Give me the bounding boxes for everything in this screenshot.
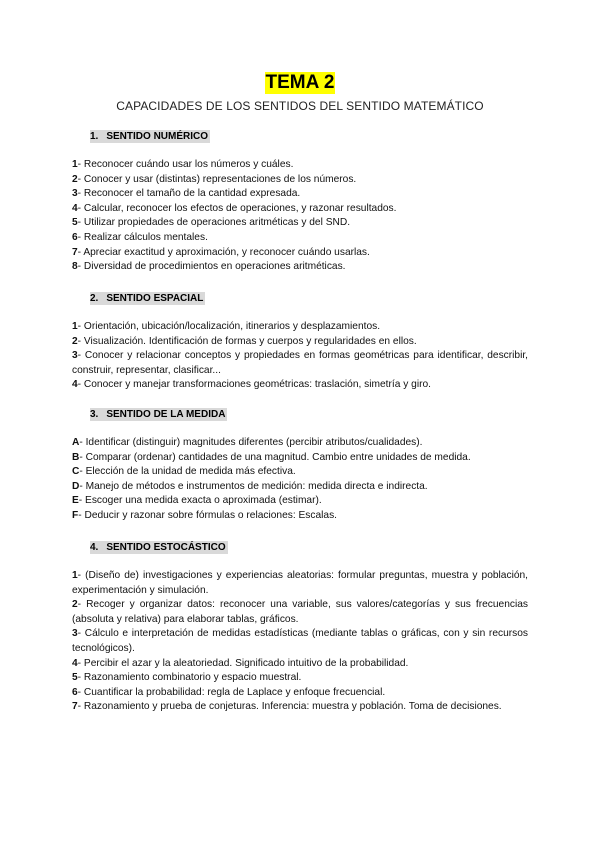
section-number: 2. xyxy=(90,293,99,304)
section-sentido-espacial xyxy=(72,292,528,393)
page-title: TEMA 2 xyxy=(265,72,335,93)
title-block xyxy=(0,72,600,94)
list-item xyxy=(72,700,528,715)
item-text: - Conocer y usar (distintas) representaciones de los números. xyxy=(77,173,357,185)
list-item xyxy=(72,173,528,188)
section-heading xyxy=(90,541,528,555)
item-key: 5 xyxy=(72,672,78,684)
section-title: SENTIDO DE LA MEDIDA xyxy=(106,409,226,420)
item-text: - Elección de la unidad de medida más efectiva. xyxy=(79,466,296,478)
item-key: 6 xyxy=(72,231,78,243)
item-key: 2 xyxy=(72,173,78,185)
item-text: - Cálculo e interpretación de medidas estadísticas (mediante tablas o gráficas, con y sin recursos tecnológicos). xyxy=(72,628,528,654)
item-text: - Visualización. Identificación de formas y cuerpos y regularidades en ellos. xyxy=(77,335,417,347)
section-title: SENTIDO ESTOCÁSTICO xyxy=(106,542,226,553)
item-list xyxy=(72,436,528,524)
item-text: - Apreciar exactitud y aproximación, y reconocer cuándo usarlas. xyxy=(77,246,370,258)
section-number: 4. xyxy=(90,542,99,553)
item-text: - (Diseño de) investigaciones y experiencias aleatorias: formular preguntas, muestra y población, experimentación y simulación. xyxy=(72,570,528,596)
list-item xyxy=(72,509,528,524)
section-heading xyxy=(90,130,528,144)
section-number: 1. xyxy=(90,131,99,142)
item-text: - Calcular, reconocer los efectos de operaciones, y razonar resultados. xyxy=(77,202,397,214)
list-item xyxy=(72,335,528,350)
list-item xyxy=(72,480,528,495)
list-item xyxy=(72,320,528,335)
item-list xyxy=(72,569,528,715)
item-text: - Identificar (distinguir) magnitudes diferentes (percibir atributos/cualidades). xyxy=(79,437,423,448)
item-text: - Comparar (ordenar) cantidades de una magnitud. Cambio entre unidades de medida. xyxy=(79,451,471,463)
item-text: - Razonamiento y prueba de conjeturas. Inferencia: muestra y población. Toma de decisiones. xyxy=(77,701,502,713)
list-item xyxy=(72,671,528,686)
item-key: A xyxy=(72,437,80,448)
item-key: 3 xyxy=(72,350,78,362)
item-key: 4 xyxy=(72,657,78,669)
item-text: - Cuantificar la probabilidad: regla de Laplace y enfoque frecuencial. xyxy=(77,686,386,698)
section-heading xyxy=(90,408,528,422)
list-item xyxy=(72,627,528,656)
item-text: - Deducir y razonar sobre fórmulas o relaciones: Escalas. xyxy=(78,509,337,521)
item-text: - Reconocer el tamaño de la cantidad expresada. xyxy=(77,188,301,200)
list-item xyxy=(72,349,528,378)
list-item xyxy=(72,686,528,701)
item-key: F xyxy=(72,509,79,521)
section-title: SENTIDO NUMÉRICO xyxy=(106,131,209,142)
item-text: - Escoger una medida exacta o aproximada (estimar). xyxy=(78,495,322,507)
list-item xyxy=(72,202,528,217)
list-item xyxy=(72,378,528,393)
item-text: - Realizar cálculos mentales. xyxy=(77,231,208,243)
item-key: E xyxy=(72,495,79,507)
item-key: 5 xyxy=(72,217,78,229)
item-key: B xyxy=(72,451,80,463)
item-text: - Recoger y organizar datos: reconocer una variable, sus valores/categorías y sus frecuencias (absoluta y relativa) para elaborar tablas, gráficos. xyxy=(72,599,528,625)
section-sentido-numerico xyxy=(72,130,528,275)
item-text: - Conocer y manejar transformaciones geométricas: traslación, simetría y giro. xyxy=(77,379,431,391)
list-item xyxy=(72,187,528,202)
list-item xyxy=(72,494,528,509)
list-item xyxy=(72,246,528,261)
list-item xyxy=(72,465,528,480)
item-list xyxy=(72,158,528,275)
item-key: D xyxy=(72,480,80,492)
item-key: 2 xyxy=(72,599,78,611)
section-number: 3. xyxy=(90,409,99,420)
list-item xyxy=(72,451,528,466)
item-text: - Manejo de métodos e instrumentos de medición: medida directa e indirecta. xyxy=(79,480,428,492)
item-key: 4 xyxy=(72,379,78,391)
section-sentido-estocastico xyxy=(72,541,528,715)
section-sentido-medida xyxy=(72,408,528,524)
list-item xyxy=(72,598,528,627)
item-key: 4 xyxy=(72,202,78,214)
item-text: - Conocer y relacionar conceptos y propiedades en formas geométricas para identificar, describir, construir, representar, clasificar... xyxy=(72,350,528,376)
item-key: 7 xyxy=(72,701,78,713)
item-key: 6 xyxy=(72,686,78,698)
list-item xyxy=(72,216,528,231)
item-key: C xyxy=(72,466,80,478)
item-text: - Reconocer cuándo usar los números y cuáles. xyxy=(77,159,294,170)
list-item xyxy=(72,569,528,598)
list-item xyxy=(72,260,528,275)
list-item xyxy=(72,158,528,173)
item-text: - Orientación, ubicación/localización, itinerarios y desplazamientos. xyxy=(77,321,381,332)
item-text: - Diversidad de procedimientos en operaciones aritméticas. xyxy=(77,261,346,273)
item-text: - Percibir el azar y la aleatoriedad. Significado intuitivo de la probabilidad. xyxy=(77,657,409,669)
item-key: 8 xyxy=(72,261,78,273)
item-key: 3 xyxy=(72,188,78,200)
item-list xyxy=(72,320,528,393)
item-key: 7 xyxy=(72,246,78,258)
item-key: 1 xyxy=(72,321,78,332)
item-key: 2 xyxy=(72,335,78,347)
item-key: 3 xyxy=(72,628,78,640)
section-title: SENTIDO ESPACIAL xyxy=(106,293,204,304)
item-key: 1 xyxy=(72,570,78,581)
list-item xyxy=(72,231,528,246)
list-item xyxy=(72,436,528,451)
item-text: - Razonamiento combinatorio y espacio muestral. xyxy=(77,672,302,684)
page-subtitle: CAPACIDADES DE LOS SENTIDOS DEL SENTIDO MATEMÁTICO xyxy=(116,99,484,113)
list-item xyxy=(72,657,528,672)
item-key: 1 xyxy=(72,159,78,170)
item-text: - Utilizar propiedades de operaciones aritméticas y del SND. xyxy=(77,217,351,229)
section-heading xyxy=(90,292,528,306)
